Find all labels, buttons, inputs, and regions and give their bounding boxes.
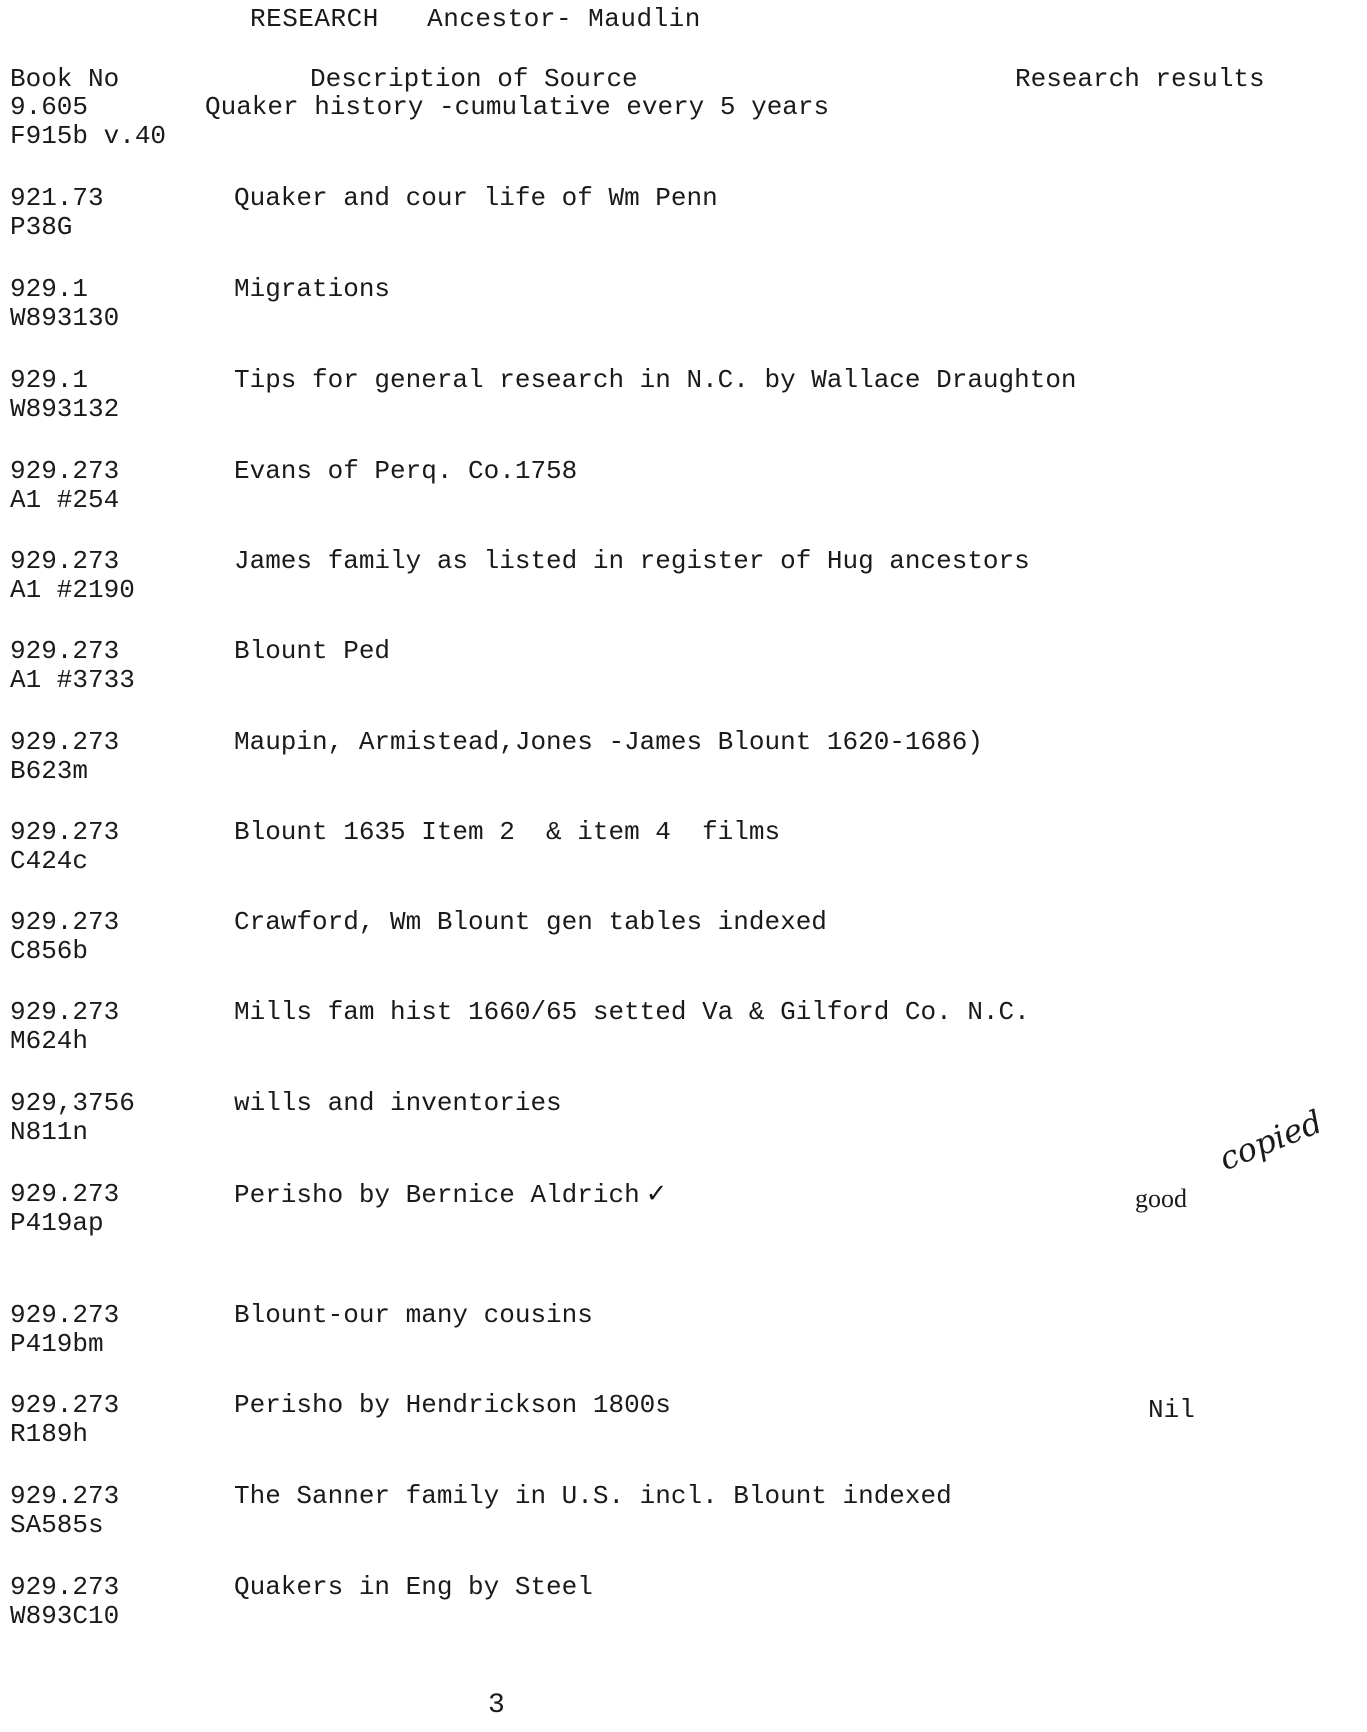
call-number: 929.273 SA585s bbox=[10, 1481, 120, 1540]
entry-row bbox=[0, 818, 1367, 888]
checkmark-icon: ✓ bbox=[645, 1179, 668, 1209]
handwritten-note: copied bbox=[1213, 1102, 1328, 1178]
call-number: 929.1 W893130 bbox=[10, 274, 120, 333]
research-result: good bbox=[1135, 1184, 1187, 1213]
entry-row bbox=[0, 637, 1367, 707]
call-number: 929.273 M624h bbox=[10, 997, 120, 1056]
source-description: Crawford, Wm Blount gen tables indexed bbox=[234, 907, 827, 937]
entry-row bbox=[0, 184, 1367, 254]
entry-row bbox=[0, 728, 1367, 798]
source-description: Blount Ped bbox=[234, 636, 391, 666]
source-description: Quakers in Eng by Steel bbox=[234, 1572, 593, 1602]
source-description: Quaker history -cumulative every 5 years bbox=[205, 92, 830, 122]
source-description: Mills fam hist 1660/65 setted Va & Gilford Co. N.C. bbox=[234, 997, 1030, 1027]
entry-row bbox=[0, 275, 1367, 345]
entry-row bbox=[0, 1482, 1367, 1552]
call-number: 921.73 P38G bbox=[10, 183, 104, 242]
source-description: The Sanner family in U.S. incl. Blount indexed bbox=[234, 1481, 952, 1511]
entry-row bbox=[0, 908, 1367, 978]
call-number: 929.273 R189h bbox=[10, 1390, 120, 1449]
source-description: James family as listed in register of Hug ancestors bbox=[234, 546, 1030, 576]
call-number: 929.273 C424c bbox=[10, 817, 120, 876]
source-description: Perisho by Hendrickson 1800s bbox=[234, 1390, 671, 1420]
source-description: Perisho by Bernice Aldrich ✓ bbox=[234, 1179, 668, 1210]
entry-row bbox=[0, 1301, 1367, 1371]
source-description: Migrations bbox=[234, 274, 391, 304]
call-number: 929.273 A1 #3733 bbox=[10, 636, 135, 695]
call-number: 929.273 P419ap bbox=[10, 1179, 120, 1238]
call-number: 929.273 P419bm bbox=[10, 1300, 120, 1359]
call-number: 9.605 F915b v.40 bbox=[10, 92, 167, 151]
source-description: Evans of Perq. Co.1758 bbox=[234, 456, 578, 486]
call-number: 929.273 B623m bbox=[10, 727, 120, 786]
call-number: 929.273 W893C10 bbox=[10, 1572, 120, 1631]
column-header-results: Research results bbox=[1015, 64, 1265, 94]
source-description: wills and inventories bbox=[234, 1088, 562, 1118]
entry-row bbox=[0, 547, 1367, 617]
call-number: 929.1 W893132 bbox=[10, 365, 120, 424]
source-description: Tips for general research in N.C. by Wallace Draughton bbox=[234, 365, 1077, 395]
research-result: Nil bbox=[1148, 1395, 1195, 1425]
column-header-description: Description of Source bbox=[310, 64, 638, 94]
entry-row bbox=[0, 1391, 1367, 1461]
column-header-book-no: Book No bbox=[10, 64, 120, 94]
call-number: 929.273 A1 #254 bbox=[10, 456, 120, 515]
source-description: Maupin, Armistead,Jones -James Blount 1620-1686) bbox=[234, 727, 983, 757]
source-description: Quaker and cour life of Wm Penn bbox=[234, 183, 718, 213]
call-number: 929.273 C856b bbox=[10, 907, 120, 966]
entry-row bbox=[0, 93, 1367, 163]
page-number: 3 bbox=[488, 1690, 505, 1721]
entry-row bbox=[0, 366, 1367, 436]
entry-row bbox=[0, 1573, 1367, 1643]
page-title: RESEARCH Ancestor- Maudlin bbox=[250, 4, 701, 34]
entry-row bbox=[0, 998, 1367, 1068]
call-number: 929,3756 N811n bbox=[10, 1088, 135, 1147]
entry-row bbox=[0, 1089, 1367, 1159]
call-number: 929.273 A1 #2190 bbox=[10, 546, 135, 605]
entry-row bbox=[0, 457, 1367, 527]
source-description: Blount-our many cousins bbox=[234, 1300, 593, 1330]
source-description: Blount 1635 Item 2 & item 4 films bbox=[234, 817, 781, 847]
